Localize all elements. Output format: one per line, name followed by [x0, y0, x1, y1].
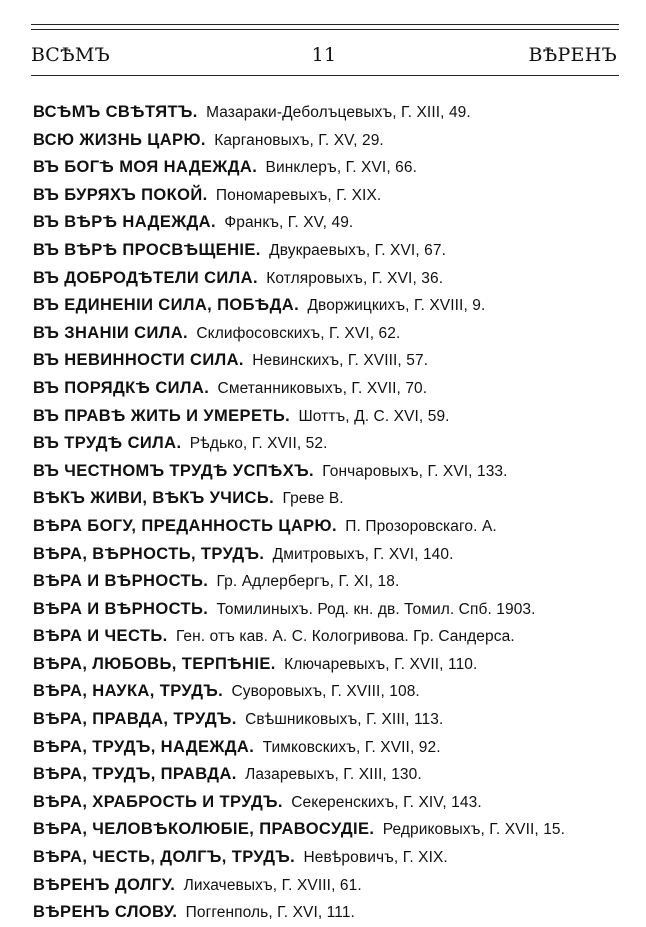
motto-text: ВѢРА, ТРУДЪ, НАДЕЖДА.	[33, 737, 255, 756]
motto-text: ВѢРА БОГУ, ПРЕДАННОСТЬ ЦАРЮ.	[33, 516, 337, 535]
motto-source: Свѣшниковыхъ, Г. XIII, 113.	[245, 711, 444, 729]
page-number: 11	[311, 44, 337, 66]
motto-source: Ген. отъ кав. А. С. Кологривова. Гр. Сандерса.	[175, 628, 515, 646]
motto-text: ВЪ ЧЕСТНОМЪ ТРУДѢ УСПѢХЪ.	[33, 461, 314, 480]
motto-text: ВЪ ДОБРОДѢТЕЛИ СИЛА.	[33, 268, 258, 287]
motto-entry	[33, 347, 618, 375]
motto-entry	[33, 789, 618, 817]
motto-entry	[33, 154, 618, 182]
motto-text: ВЪ НЕВИННОСТИ СИЛА.	[33, 351, 244, 370]
motto-entry	[33, 430, 618, 458]
motto-text: ВЪ ЕДИНЕНІИ СИЛА, ПОБѢДА.	[33, 296, 300, 315]
motto-entry	[33, 458, 618, 486]
motto-source: Лазаревыхъ, Г. XIII, 130.	[245, 766, 422, 784]
motto-entry	[33, 237, 618, 265]
motto-source: Невинскихъ, Г. XVIII, 57.	[252, 352, 429, 370]
motto-source: Невѣровичъ, Г. XIX.	[303, 849, 448, 867]
motto-text: ВѢРА И ВѢРНОСТЬ.	[33, 599, 209, 618]
motto-entry	[33, 678, 618, 706]
motto-text: ВСѢМЪ СВѢТЯТЪ.	[33, 103, 198, 121]
motto-text: ВѢРА, ВѢРНОСТЬ, ТРУДЪ.	[33, 544, 265, 563]
motto-text: ВСЮ ЖИЗНЬ ЦАРЮ.	[33, 130, 206, 149]
motto-source: Суворовыхъ, Г. XVIII, 108.	[231, 683, 420, 701]
motto-text: ВѢРА, ЧЕСТЬ, ДОЛГЪ, ТРУДЪ.	[33, 848, 296, 867]
motto-source: Каргановыхъ, Г. XV, 29.	[214, 131, 384, 149]
motto-source: Дмитровыхъ, Г. XVI, 140.	[272, 545, 454, 563]
motto-entry	[33, 292, 618, 320]
motto-source: Двукраевыхъ, Г. XVI, 67.	[269, 241, 446, 259]
motto-list	[33, 99, 618, 927]
motto-entry	[33, 706, 618, 734]
motto-text: ВѢРА, ХРАБРОСТЬ И ТРУДЪ.	[33, 792, 283, 811]
motto-entry	[33, 899, 618, 927]
motto-entry	[33, 182, 618, 210]
motto-text: ВЪ ЗНАНІИ СИЛА.	[33, 323, 188, 342]
motto-source: Пономаревыхъ, Г. XIX.	[215, 186, 382, 204]
motto-entry	[33, 403, 618, 431]
motto-entry	[33, 568, 618, 596]
motto-source: Шоттъ, Д. С. XVI, 59.	[298, 407, 450, 425]
running-header	[31, 44, 617, 68]
motto-text: ВЪ ТРУДѢ СИЛА.	[33, 434, 182, 453]
motto-text: ВѢРА, ТРУДЪ, ПРАВДА.	[33, 765, 237, 784]
motto-entry	[33, 651, 618, 679]
motto-text: ВѢРЕНЪ СЛОВУ.	[33, 903, 178, 922]
motto-text: ВѢРА, НАУКА, ТРУДЪ.	[33, 682, 224, 701]
header-left-word: ВСѢМЪ	[31, 44, 111, 66]
motto-source: Сметанниковыхъ, Г. XVII, 70.	[217, 379, 428, 397]
motto-text: ВЪ ПОРЯДКѢ СИЛА.	[33, 378, 210, 397]
motto-source: Склифосовскихъ, Г. XVI, 62.	[196, 324, 401, 342]
motto-source: Франкъ, Г. XV, 49.	[224, 214, 354, 232]
motto-entry	[33, 816, 618, 844]
header-right-word: ВѢРЕНЪ	[528, 44, 617, 66]
motto-source: Рѣдько, Г. XVII, 52.	[189, 435, 328, 453]
motto-entry	[33, 872, 618, 900]
motto-entry	[33, 127, 618, 155]
motto-source: Греве В.	[282, 490, 344, 508]
motto-text: ВѢРЕНЪ ДОЛГУ.	[33, 875, 176, 894]
motto-text: ВЪ БОГѢ МОЯ НАДЕЖДА.	[33, 158, 258, 177]
motto-source: Ключаревыхъ, Г. XVII, 110.	[284, 655, 478, 673]
motto-source: Томилиныхъ. Род. кн. дв. Томил. Спб. 1903.	[216, 600, 536, 618]
motto-text: ВѢРА, ЛЮБОВЬ, ТЕРПѢНІЕ.	[33, 654, 276, 673]
motto-source: Гончаровыхъ, Г. XVI, 133.	[322, 462, 508, 480]
top-rule-thin	[31, 29, 619, 30]
motto-entry	[33, 320, 618, 348]
motto-entry	[33, 265, 618, 293]
motto-source: Тимковскихъ, Г. XVII, 92.	[262, 738, 441, 756]
motto-text: ВЪ БУРЯХЪ ПОКОЙ.	[33, 185, 208, 204]
motto-source: Котляровыхъ, Г. XVI, 36.	[266, 269, 444, 287]
motto-entry	[33, 209, 618, 237]
motto-text: ВЪ ВѢРѢ НАДЕЖДА.	[33, 213, 216, 232]
motto-entry	[33, 485, 618, 513]
motto-source: Винклеръ, Г. XVI, 66.	[265, 159, 417, 177]
motto-text: ВѢРА И ВѢРНОСТЬ.	[33, 572, 209, 591]
motto-text: ВЪ ПРАВѢ ЖИТЬ И УМЕРЕТЬ.	[33, 406, 291, 425]
motto-source: Дворжицкихъ, Г. XVIII, 9.	[307, 297, 486, 315]
motto-entry	[33, 596, 618, 624]
motto-text: ВѢКЪ ЖИВИ, ВѢКЪ УЧИСЬ.	[33, 489, 275, 508]
motto-source: Лихачевыхъ, Г. XVIII, 61.	[183, 876, 362, 894]
motto-text: ВЪ ВѢРѢ ПРОСВѢЩЕНІЕ.	[33, 240, 261, 259]
top-rule	[31, 24, 619, 25]
motto-source: П. Прозоровскаго. А.	[345, 517, 497, 535]
motto-entry	[33, 844, 618, 872]
motto-source: Секеренскихъ, Г. XIV, 143.	[291, 793, 482, 811]
motto-text: ВѢРА, ЧЕЛОВѢКОЛЮБІЕ, ПРАВОСУДІЕ.	[33, 820, 375, 839]
motto-entry	[33, 541, 618, 569]
motto-entry	[33, 761, 618, 789]
motto-source: Мазараки-Деболъцевыхъ, Г. XIII, 49.	[206, 104, 471, 121]
motto-entry	[33, 513, 618, 541]
header-rule	[31, 75, 619, 76]
motto-text: ВѢРА И ЧЕСТЬ.	[33, 627, 168, 646]
motto-entry	[33, 375, 618, 403]
motto-entry	[33, 99, 618, 127]
motto-text: ВѢРА, ПРАВДА, ТРУДЪ.	[33, 710, 237, 729]
motto-source: Поггенполь, Г. XVI, 111.	[185, 904, 355, 922]
motto-source: Гр. Адлербергъ, Г. XI, 18.	[216, 573, 400, 591]
motto-entry	[33, 623, 618, 651]
motto-source: Редриковыхъ, Г. XVII, 15.	[382, 821, 566, 839]
motto-entry	[33, 734, 618, 762]
